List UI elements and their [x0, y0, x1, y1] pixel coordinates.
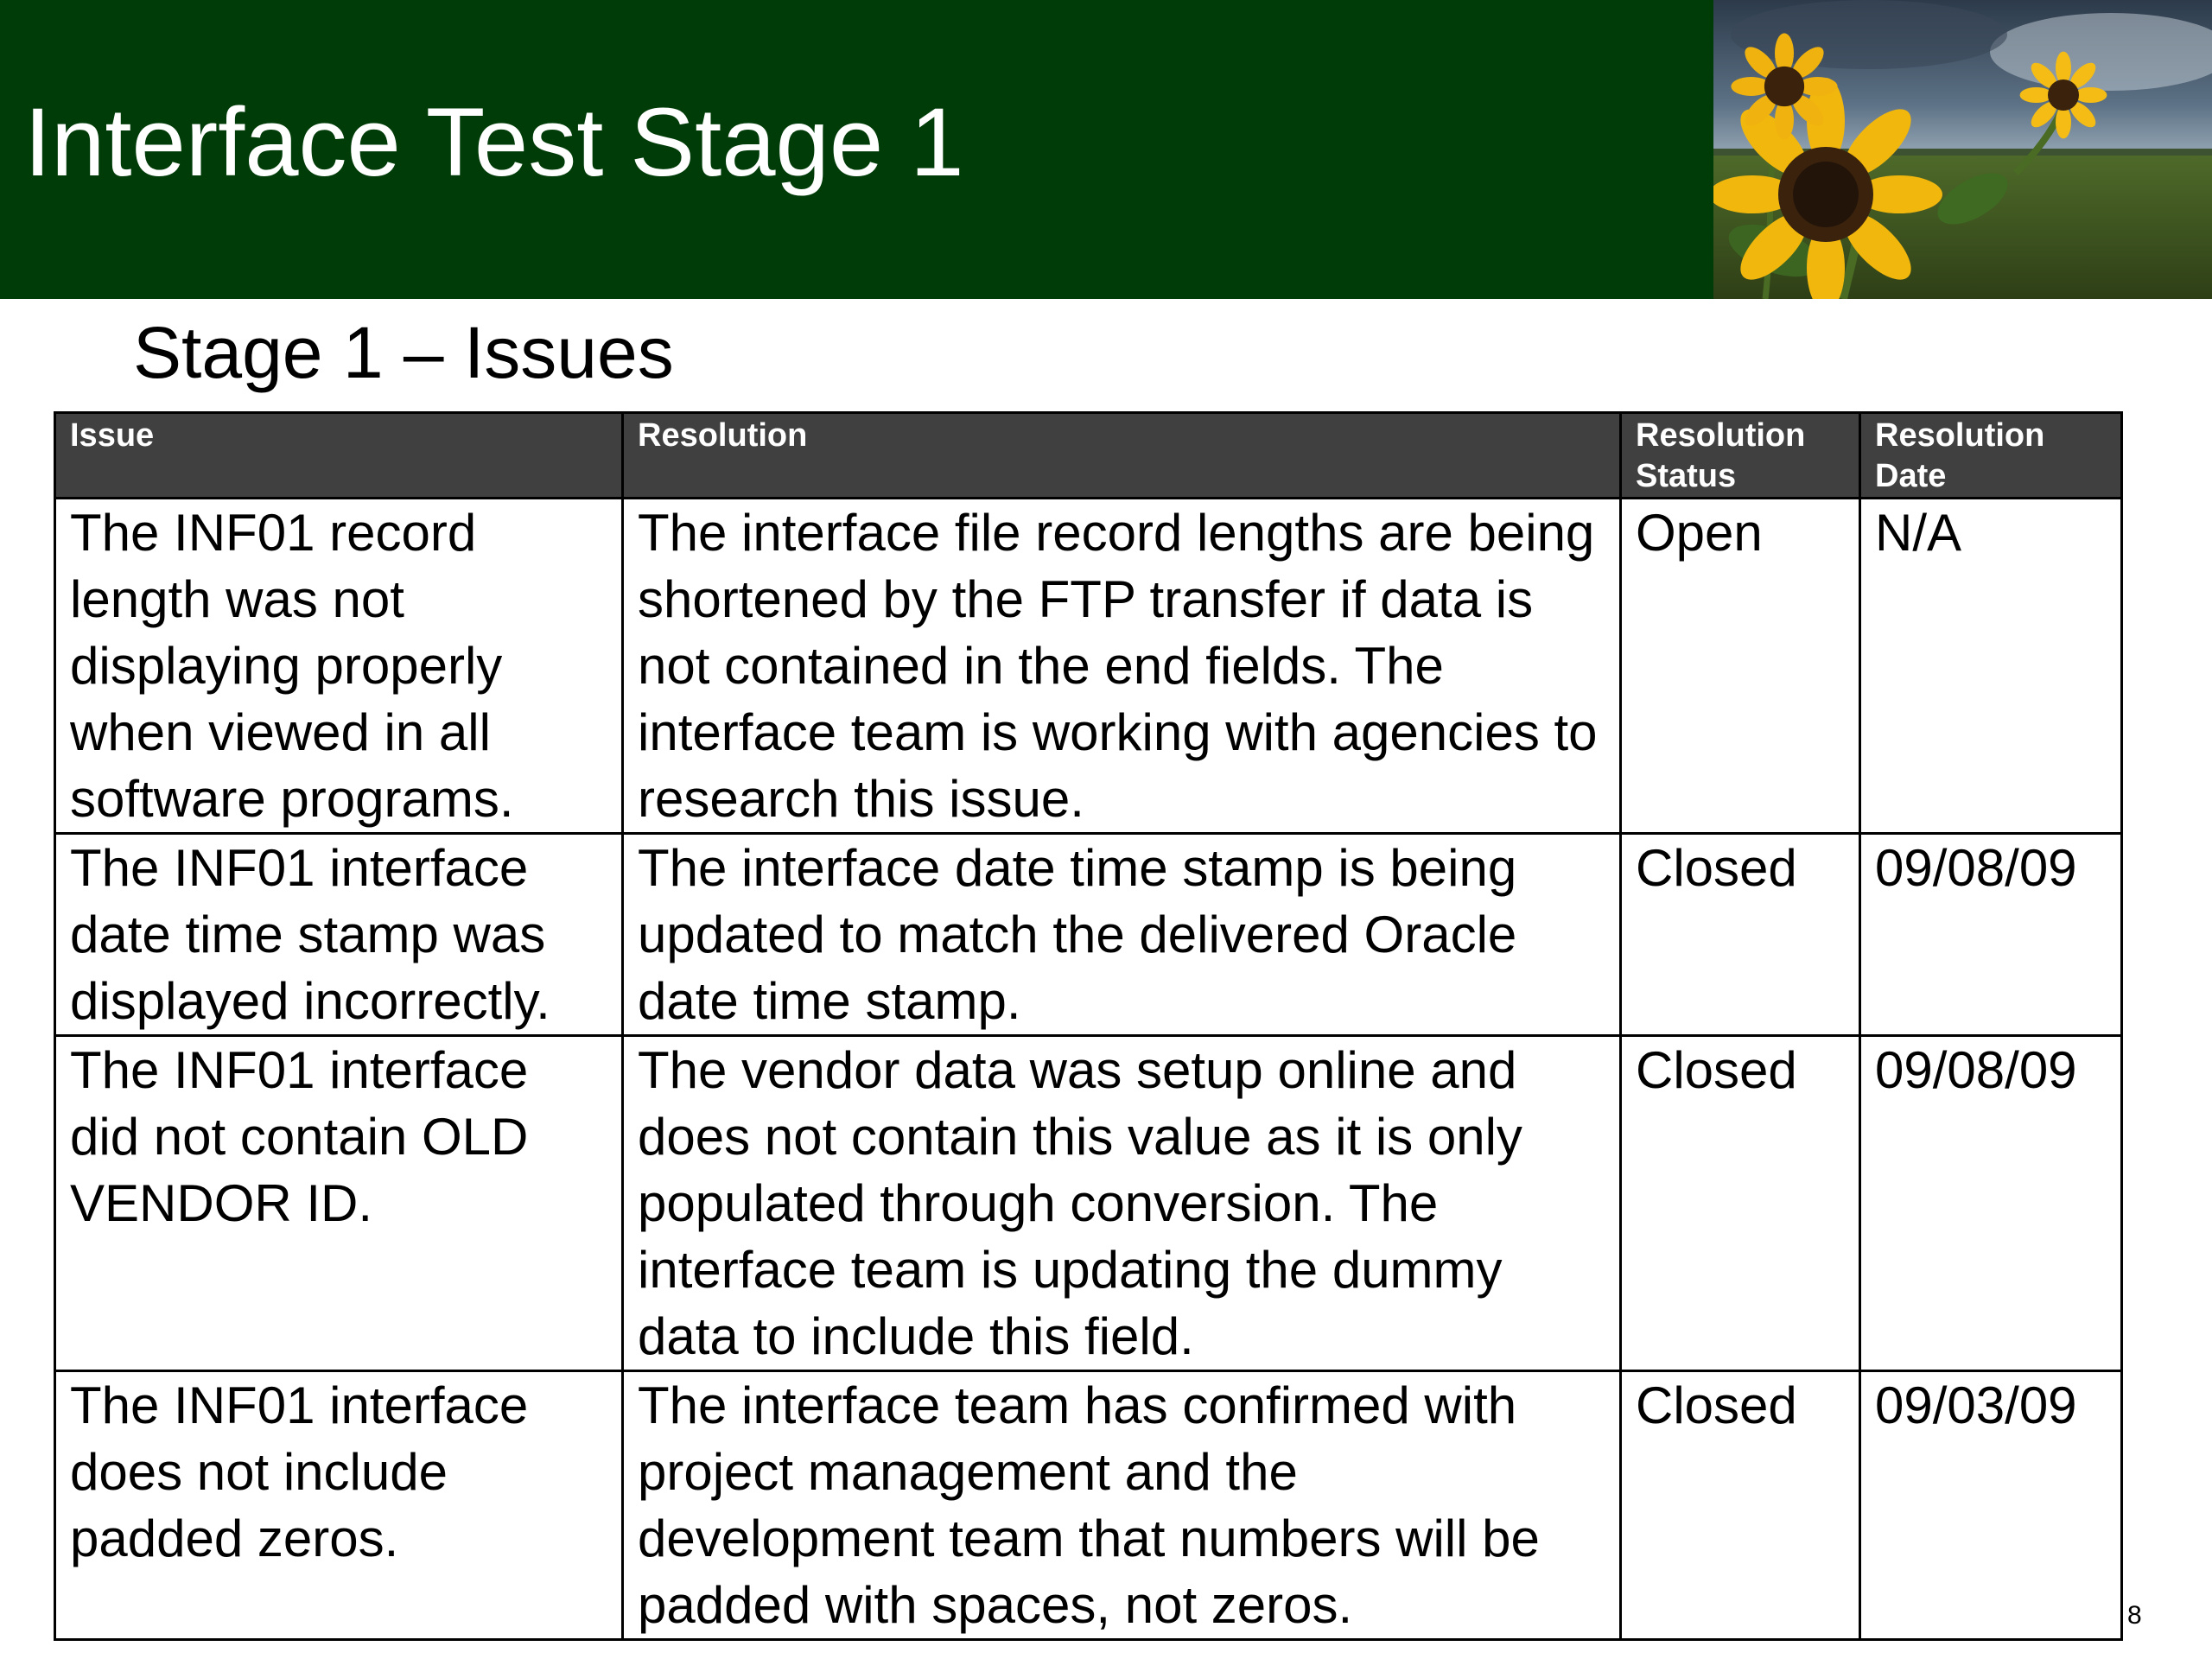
- date-cell: 09/03/09: [1860, 1371, 2122, 1640]
- issue-cell: The INF01 interface date time stamp was displayed incorrectly.: [55, 834, 623, 1036]
- table-header-row: [55, 413, 2122, 499]
- issue-cell: The INF01 record length was not displaying properly when viewed in all software programs.: [55, 499, 623, 834]
- resolution-cell: The interface file record lengths are being shortened by the FTP transfer if data is not contained in the end fields. The interface team is working with agencies to research this issue.: [623, 499, 1621, 834]
- header-issue: Issue: [55, 413, 623, 499]
- status-cell: Open: [1621, 499, 1860, 834]
- title-banner: [0, 0, 2212, 299]
- issue-cell: The INF01 interface did not contain OLD VENDOR ID.: [55, 1036, 623, 1371]
- status-cell: Closed: [1621, 834, 1860, 1036]
- table-row: [55, 834, 2122, 1036]
- section-subtitle: Stage 1 – Issues: [133, 312, 674, 393]
- page-number: 8: [2127, 1601, 2142, 1630]
- resolution-cell: The interface date time stamp is being updated to match the delivered Oracle date time stamp.: [623, 834, 1621, 1036]
- issues-table: [54, 411, 2123, 1641]
- status-cell: Closed: [1621, 1371, 1860, 1640]
- table-row: [55, 1036, 2122, 1371]
- date-cell: 09/08/09: [1860, 1036, 2122, 1371]
- table-row: [55, 499, 2122, 834]
- sunflower-photo: [1713, 0, 2212, 299]
- header-resolution-date: Resolution Date: [1860, 413, 2122, 499]
- header-resolution: Resolution: [623, 413, 1621, 499]
- table-row: [55, 1371, 2122, 1640]
- issue-cell: The INF01 interface does not include padded zeros.: [55, 1371, 623, 1640]
- resolution-cell: The vendor data was setup online and does not contain this value as it is only populated through conversion. The interface team is updating the dummy data to include this field.: [623, 1036, 1621, 1371]
- date-cell: N/A: [1860, 499, 2122, 834]
- status-cell: Closed: [1621, 1036, 1860, 1371]
- header-resolution-status: Resolution Status: [1621, 413, 1860, 499]
- date-cell: 09/08/09: [1860, 834, 2122, 1036]
- resolution-cell: The interface team has confirmed with project management and the development team that numbers will be padded with spaces, not zeros.: [623, 1371, 1621, 1640]
- slide-title: Interface Test Stage 1: [24, 88, 964, 196]
